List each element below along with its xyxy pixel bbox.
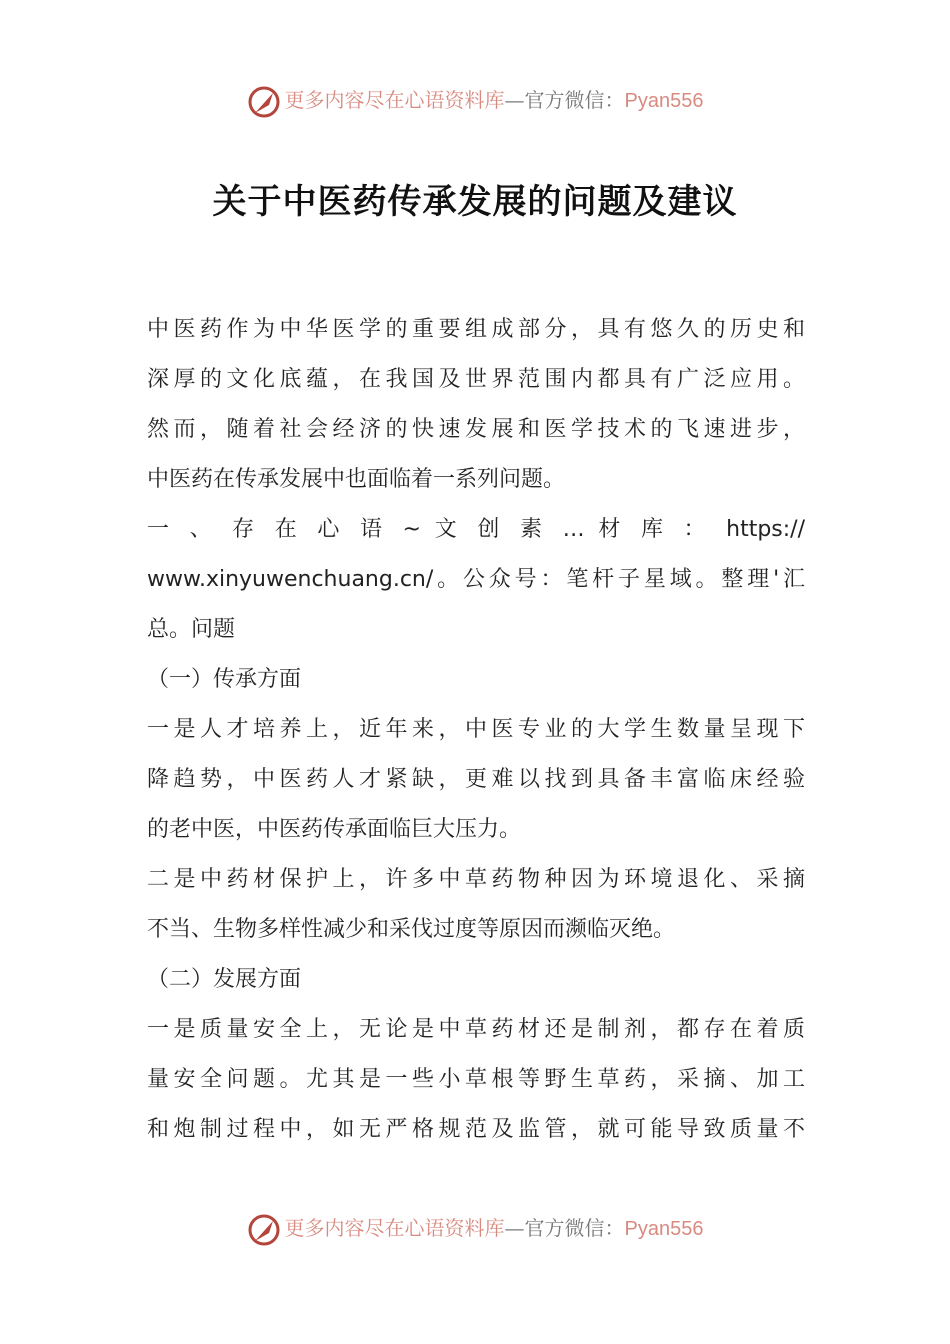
text-line: 量安全问题。尤其是一些小草根等野生草药，采摘、加工 <box>147 1067 805 1092</box>
text-line: 一是质量安全上，无论是中草药材还是制剂，都存在着质 <box>147 1017 805 1042</box>
text-line: 不当、生物多样性减少和采伐过度等原因而濒临灭绝。 <box>147 917 676 942</box>
text-line: 中医药作为中华医学的重要组成部分，具有悠久的历史和 <box>147 317 805 342</box>
text-line: 中医药在传承发展中也面临着一系列问题。 <box>147 467 566 492</box>
text-line: 二是中药材保护上，许多中草药物种因为环境退化、采摘 <box>147 867 805 892</box>
text-line: 和炮制过程中，如无严格规范及监管，就可能导致质量不 <box>147 1117 805 1142</box>
text-line: 然而，随着社会经济的快速发展和医学技术的飞速进步， <box>147 417 805 442</box>
text-line: www.xinyuwenchuang.cn/。公众号：笔杆子星域。整理'汇 <box>147 567 805 592</box>
header-banner: 更多内容尽在心语资料库—官方微信：Pyan556 <box>0 84 950 119</box>
quill-logo-icon <box>247 1213 281 1247</box>
text-line: 的老中医，中医药传承面临巨大压力。 <box>147 817 522 842</box>
document-body <box>147 312 805 1162</box>
text-line: （一）传承方面 <box>147 667 302 692</box>
quill-logo-icon <box>247 85 281 119</box>
text-line: 降趋势，中医药人才紧缺，更难以找到具备丰富临床经验 <box>147 767 805 792</box>
document-title: 关于中医药传承发展的问题及建议 <box>212 182 738 222</box>
text-line: 一是人才培养上，近年来，中医专业的大学生数量呈现下 <box>147 717 805 742</box>
text-line: 深厚的文化底蕴，在我国及世界范围内都具有广泛应用。 <box>147 367 805 392</box>
text-line: 一 、 存 在 心 语 ~ 文 创 素 … 材 库 ： https:// <box>147 517 805 542</box>
footer-banner: 更多内容尽在心语资料库—官方微信：Pyan556 <box>0 1212 950 1247</box>
text-line: （二）发展方面 <box>147 967 302 992</box>
text-line: 总。问题 <box>147 617 236 642</box>
